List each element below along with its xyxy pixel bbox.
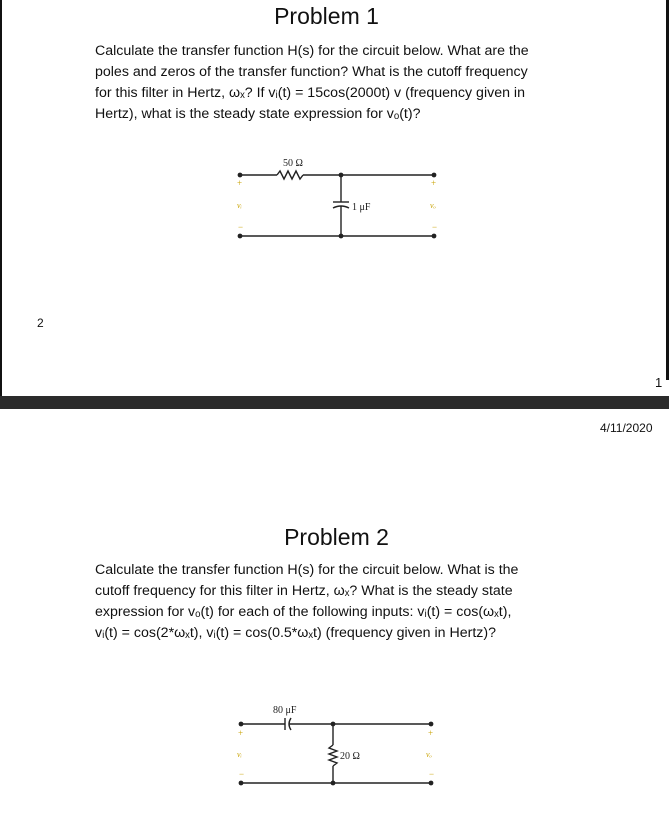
slide-divider — [0, 396, 669, 409]
input-2-label: vᵢ — [237, 750, 242, 759]
problem-2-line-3: expression for vₒ(t) for each of the following inputs: vᵢ(t) = cos(ωₓt), — [95, 604, 512, 620]
slide-date: 4/11/2020 — [600, 421, 653, 435]
output-2-label: vₒ — [426, 750, 432, 759]
output-2-minus: − — [429, 769, 435, 779]
output-1-plus: + — [431, 178, 437, 188]
circuit-1-diagram — [0, 0, 669, 396]
slide-problem-2 — [0, 409, 669, 823]
input-1-minus: − — [238, 222, 244, 232]
problem-1-line-2: poles and zeros of the transfer function? What is the cutoff frequency — [95, 64, 528, 80]
problem-2-line-2: cutoff frequency for this filter in Hertz, ωₓ? What is the steady state — [95, 583, 513, 599]
resistor-1-label: 50 Ω — [283, 158, 303, 169]
input-1-plus: + — [237, 178, 243, 188]
output-2-plus: + — [428, 728, 434, 738]
problem-1-line-3: for this filter in Hertz, ωₓ? If vᵢ(t) = 15cos(2000t) v (frequency given in — [95, 85, 525, 101]
problem-1-title: Problem 1 — [274, 3, 379, 29]
capacitor-2-label: 80 μF — [273, 705, 297, 716]
problem-1-line-1: Calculate the transfer function H(s) for the circuit below. What are the — [95, 43, 529, 59]
output-1-label: vₒ — [430, 201, 436, 210]
circuit-2-diagram — [0, 409, 669, 823]
capacitor-1-label: 1 μF — [352, 202, 371, 213]
slide-problem-1 — [0, 0, 669, 396]
output-1-minus: − — [432, 222, 438, 232]
page-number-left: 2 — [37, 316, 44, 330]
input-2-minus: − — [239, 769, 245, 779]
page-number-right: 1 — [655, 375, 663, 390]
problem-1-line-4: Hertz), what is the steady state expression for vₒ(t)? — [95, 106, 421, 122]
problem-2-title: Problem 2 — [284, 524, 389, 550]
problem-2-line-1: Calculate the transfer function H(s) for the circuit below. What is the — [95, 562, 519, 578]
input-1-label: vᵢ — [237, 201, 242, 210]
input-2-plus: + — [238, 728, 244, 738]
resistor-2-label: 20 Ω — [340, 751, 360, 762]
problem-2-line-4: vᵢ(t) = cos(2*ωₓt), vᵢ(t) = cos(0.5*ωₓt) (frequency given in Hertz)? — [95, 625, 496, 641]
